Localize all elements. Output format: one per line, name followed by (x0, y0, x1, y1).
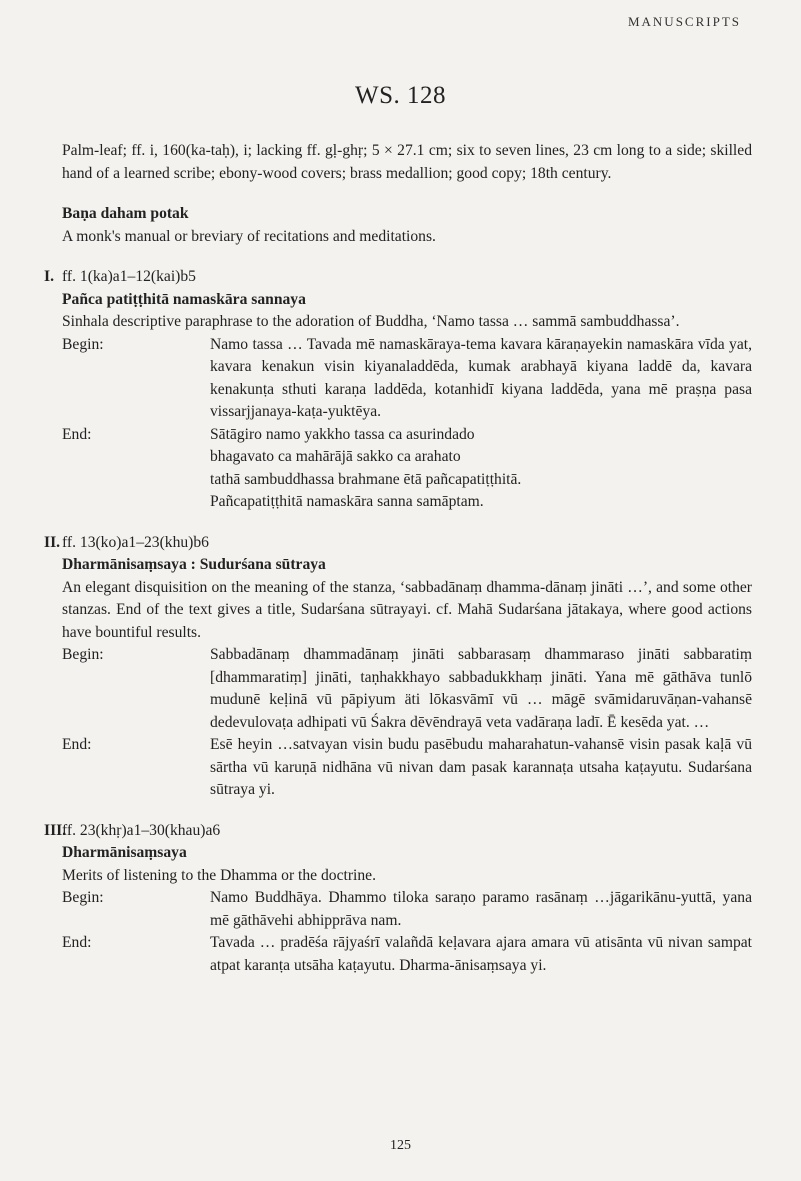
end-label: End: (62, 934, 92, 951)
end-verse-line: bhagavato ca mahārājā sakko ca arahato (210, 448, 461, 465)
end-row (62, 932, 752, 977)
begin-row (62, 887, 752, 932)
section-description: Merits of listening to the Dhamma or the doctrine. (62, 866, 376, 884)
section-3 (44, 820, 752, 978)
end-label: End: (62, 425, 92, 443)
end-text: Esē heyin …satvayan visin budu pasēbudu maharahatun-vahansē visin pasak kaḷā vū sārtha vū karuṇā nidhāna vū nivan dam pasak karannaṭa utsaha kaṭayutu. Sudarśana sūtraya yi. (210, 736, 752, 798)
section-number: II. (44, 533, 61, 551)
work-description: A monk's manual or breviary of recitations and meditations. (62, 227, 436, 245)
section-folios (44, 820, 752, 843)
section-folios (44, 266, 752, 289)
running-head: MANUSCRIPTS (627, 14, 741, 29)
begin-text: Sabbadānaṃ dhammadānaṃ jināti sabbarasaṃ dhammaraso jināti sabbaratiṃ [dhammaratiṃ] jināti, taṇhakkhayo sabbadukkhaṃ jināti. Yana mē gāthāva tunlō mudunē keḷinā vū pāpiyum äti lōkasvāmī vū … māgē svāmidaruvāṇan-vahansē dedevulovaṭa adhipati vū Śakra dēvēndrayā veta vadāraṇa ladī. Ē kesēda yat. … (210, 646, 752, 731)
end-label: End: (62, 736, 92, 753)
begin-label: Begin: (62, 646, 104, 663)
page-number: 125 (390, 1138, 411, 1153)
section-2 (44, 532, 752, 802)
begin-row (62, 644, 752, 734)
begin-text: Namo Buddhāya. Dhammo tiloka saraṇo paramo rasānaṃ …jāgarikānu-yuttā, yana mē gāthāvehi abhipprāva nam. (210, 889, 752, 929)
end-text (210, 424, 752, 514)
section-title: Dharmānisaṃsaya (62, 844, 187, 861)
folio-range: ff. 1(ka)a1–12(kai)b5 (62, 268, 196, 285)
entry-title: WS. 128 (355, 82, 446, 109)
end-row (62, 424, 752, 514)
end-verse-line: tathā sambuddhassa brahmane ētā pañcapatiṭṭhitā. (210, 470, 522, 488)
folio-range: ff. 23(khṛ)a1–30(khau)a6 (62, 821, 221, 839)
begin-text: Namo tassa … Tavada mē namaskāraya-tema kavara kāraṇayekin namaskāra vīda yat, kavara kenakun visin kiyanaladdēda, kumak arabhayā kiyana laddē da, kavara kenakunṭa sthuti karaṇa laddēda, kotanhidī kiyana laddēda, yana mē praṣṇa pasa vissarjjanaya-kaṭa-yuktēya. (210, 335, 752, 420)
section-folios (44, 532, 752, 555)
work-title: Baṇa daham potak (62, 205, 189, 222)
section-description: Sinhala descriptive paraphrase to the adoration of Buddha, ‘Namo tassa … sammā sambuddhassa’. (62, 313, 680, 330)
entry-body (44, 140, 752, 977)
folio-range: ff. 13(ko)a1–23(khu)b6 (62, 533, 209, 551)
begin-label: Begin: (62, 335, 104, 353)
begin-label: Begin: (62, 889, 104, 906)
section-number: I. (44, 268, 54, 285)
end-row (62, 734, 752, 802)
section-title: Dharmānisaṃsaya : Sudurśana sūtraya (62, 556, 326, 573)
end-text: Tavada … pradēśa rājyaśrī valañdā keḷavara ajara amara vū atisānta vū nivan sampat atpat karanṭa utsāha kaṭayutu. Dharma-ānisaṃsaya yi. (210, 934, 752, 974)
section-description: An elegant disquisition on the meaning of the stanza, ‘sabbadānaṃ dhamma-dānaṃ jināti …’, and some other stanzas. End of the text gives a title, Sudarśana sūtrayayi. cf. Mahā Sudarśana jātakaya, where good actions have bountiful results. (62, 578, 752, 641)
end-verse-line: Pañcapatiṭṭhitā namaskāra sanna samāptam. (210, 493, 484, 510)
section-1 (44, 266, 752, 514)
begin-row (62, 334, 752, 424)
end-verse-line: Sātāgiro namo yakkho tassa ca asurindado (210, 425, 475, 443)
section-number: III. (44, 821, 67, 839)
manuscript-description: Palm-leaf; ff. i, 160(ka-taḥ), i; lacking ff. gḷ-ghṛ; 5 × 27.1 cm; six to seven lines, 23 cm long to a side; skilled hand of a learned scribe; ebony-wood covers; brass medallion; good copy; 18th century. (62, 142, 752, 182)
section-title: Pañca patiṭṭhitā namaskāra sannaya (62, 290, 306, 308)
